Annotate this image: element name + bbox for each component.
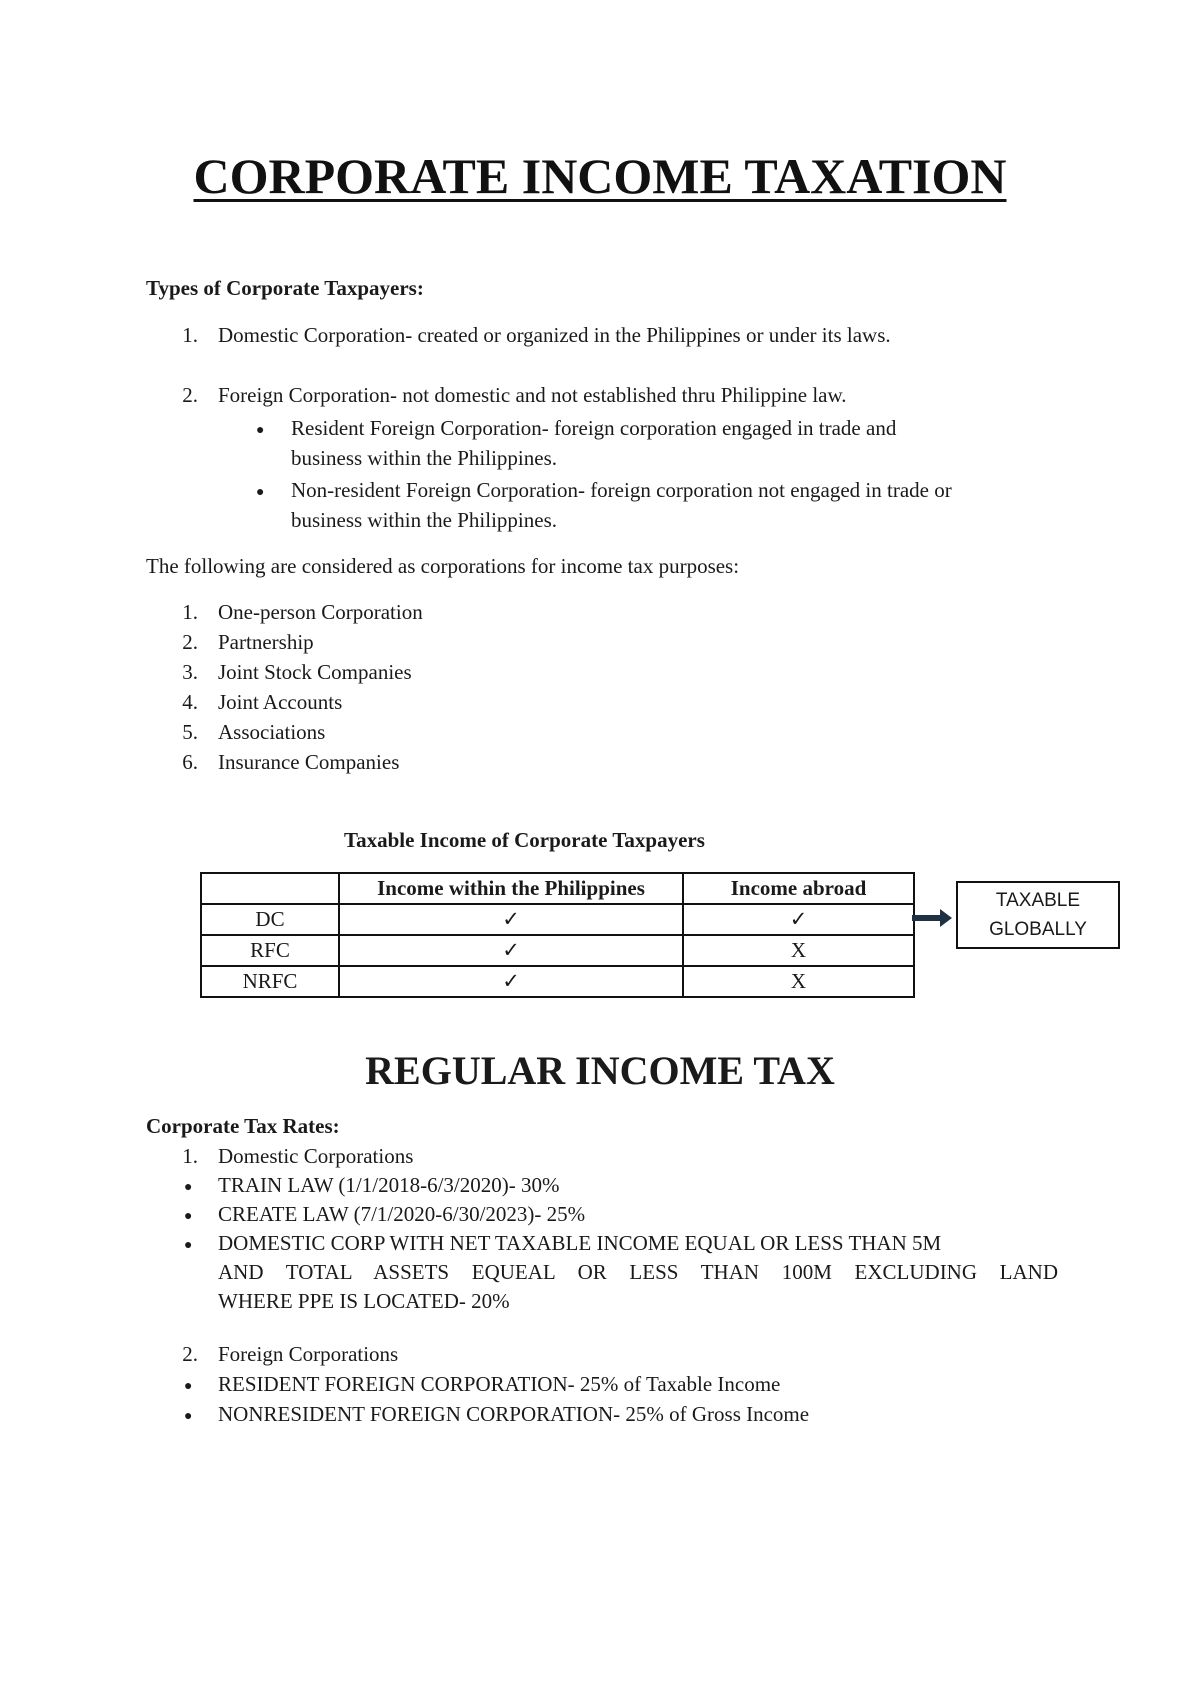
list-item [0, 718, 1200, 748]
list-item [0, 1340, 1200, 1370]
bullet-item [0, 1171, 1200, 1201]
table-row [201, 904, 914, 935]
sub-bullet-item [0, 414, 1200, 474]
bullet-text: TRAIN LAW (1/1/2018-6/3/2020)- 30% [218, 1173, 560, 1197]
check-icon: ✓ [339, 904, 683, 935]
list-item [0, 381, 1200, 411]
table-cell: X [683, 966, 914, 997]
check-icon: ✓ [683, 904, 914, 935]
list-item [0, 628, 1200, 658]
bullet-icon: ● [256, 485, 265, 500]
list-number: 1. [182, 323, 198, 347]
taxable-globally-callout [956, 881, 1120, 949]
types-heading: Types of Corporate Taxpayers: [146, 276, 424, 300]
list-item-text: Domestic Corporation- created or organized in the Philippines or under its laws. [218, 323, 891, 347]
list-item-text: Associations [218, 720, 326, 744]
taxable-income-table [200, 872, 915, 998]
list-item [0, 321, 1200, 351]
document-title: CORPORATE INCOME TAXATION [193, 148, 1007, 204]
table-row [201, 935, 914, 966]
bullet-icon: ● [184, 1379, 193, 1394]
list-item-text: Foreign Corporations [218, 1342, 399, 1366]
bullet-icon: ● [184, 1180, 193, 1195]
list-item-text: Domestic Corporations [218, 1144, 414, 1168]
table-cell: X [683, 935, 914, 966]
list-item-text: Joint Accounts [218, 690, 343, 714]
table-cell: RFC [201, 935, 339, 966]
bullet-text-line: AND TOTAL ASSETS EQUEAL OR LESS THAN 100M EXCLUDING LAND [218, 1260, 1058, 1284]
list-number: 6. [182, 750, 198, 774]
list-item [0, 688, 1200, 718]
table-header-row [201, 873, 914, 904]
sub-bullet-line: Resident Foreign Corporation- foreign corporation engaged in trade and [291, 416, 897, 440]
tax-rates-heading: Corporate Tax Rates: [146, 1114, 340, 1138]
bullet-icon: ● [184, 1409, 193, 1424]
list-item-text: Insurance Companies [218, 750, 400, 774]
bullet-item [0, 1370, 1200, 1400]
sub-bullet-line: business within the Philippines. [291, 446, 558, 470]
bullet-text: CREATE LAW (7/1/2020-6/30/2023)- 25% [218, 1202, 586, 1226]
list-item [0, 658, 1200, 688]
table-row [201, 966, 914, 997]
check-icon: ✓ [339, 966, 683, 997]
section-title: REGULAR INCOME TAX [365, 1048, 835, 1093]
bullet-text: RESIDENT FOREIGN CORPORATION- 25% of Taxable Income [218, 1372, 781, 1396]
bullet-text: NONRESIDENT FOREIGN CORPORATION- 25% of Gross Income [218, 1402, 810, 1426]
list-number: 3. [182, 660, 198, 684]
list-item [0, 598, 1200, 628]
bullet-icon: ● [184, 1238, 193, 1253]
list-item-text: Joint Stock Companies [218, 660, 412, 684]
table-cell: NRFC [201, 966, 339, 997]
list-item [0, 1142, 1200, 1172]
list-number: 5. [182, 720, 198, 744]
list-item-text: Partnership [218, 630, 314, 654]
bullet-icon: ● [184, 1209, 193, 1224]
list-number: 1. [182, 600, 198, 624]
considered-list [0, 598, 1200, 778]
table-caption: Taxable Income of Corporate Taxpayers [344, 828, 705, 852]
callout-line: GLOBALLY [989, 919, 1087, 940]
table-header-cell: Income abroad [683, 873, 914, 904]
sub-bullet-line: business within the Philippines. [291, 508, 558, 532]
sub-bullet-item [0, 476, 1200, 536]
list-number: 2. [182, 383, 198, 407]
bullet-icon: ● [256, 423, 265, 438]
list-number: 4. [182, 690, 198, 714]
list-item [0, 748, 1200, 778]
list-number: 2. [182, 1342, 198, 1366]
bullet-item [0, 1400, 1200, 1430]
sub-bullet-line: Non-resident Foreign Corporation- foreign corporation not engaged in trade or [291, 478, 952, 502]
check-icon: ✓ [339, 935, 683, 966]
table-header-cell [201, 873, 339, 904]
bullet-item [0, 1229, 1200, 1319]
table-cell: DC [201, 904, 339, 935]
table-header-cell: Income within the Philippines [339, 873, 683, 904]
bullet-item [0, 1200, 1200, 1230]
bullet-text-line: DOMESTIC CORP WITH NET TAXABLE INCOME EQUAL OR LESS THAN 5M [218, 1231, 942, 1255]
arrow-right-icon [912, 906, 952, 930]
list-number: 2. [182, 630, 198, 654]
bullet-text-line: WHERE PPE IS LOCATED- 20% [218, 1289, 510, 1313]
list-item-text: Foreign Corporation- not domestic and not established thru Philippine law. [218, 383, 847, 407]
callout-line: TAXABLE [995, 890, 1081, 911]
considered-intro: The following are considered as corporations for income tax purposes: [146, 554, 740, 578]
list-item-text: One-person Corporation [218, 600, 423, 624]
list-number: 1. [182, 1144, 198, 1168]
